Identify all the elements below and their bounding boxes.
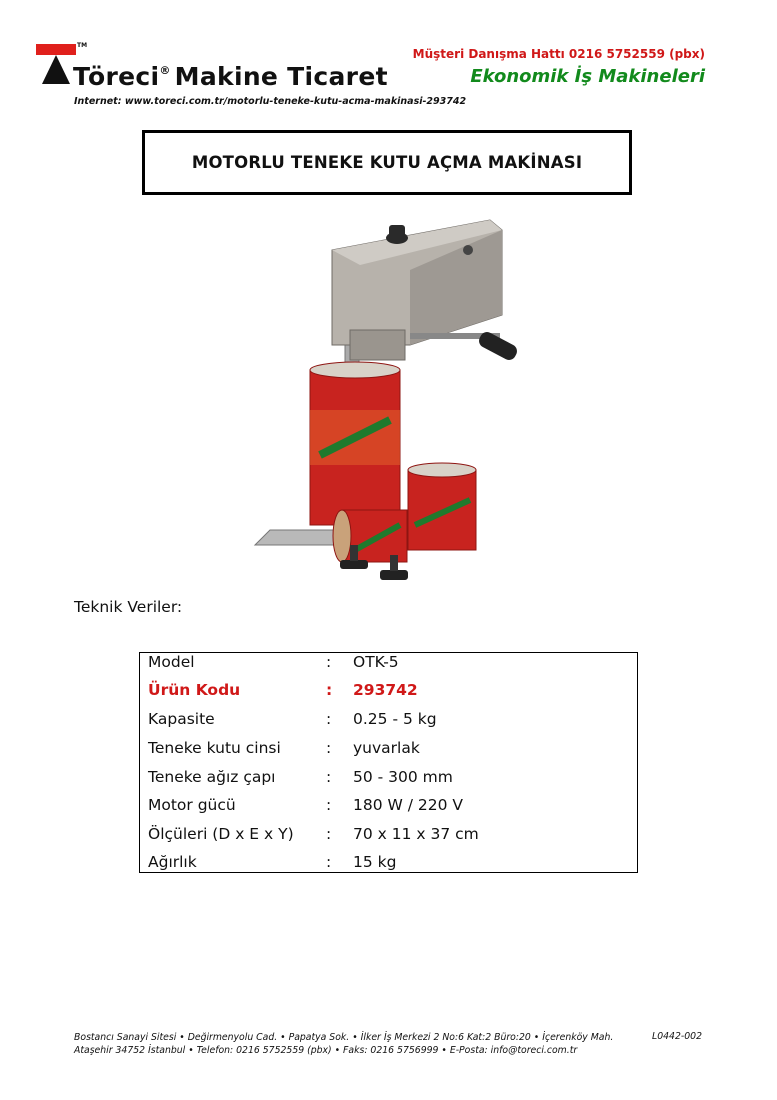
spec-value: 50 - 300 mm [353, 768, 453, 786]
spec-separator: : [326, 653, 332, 671]
spec-row-product-code [140, 681, 637, 710]
spec-row-dimensions [140, 825, 637, 854]
spec-separator: : [326, 681, 333, 699]
customer-hotline: Müşteri Danışma Hattı 0216 5752559 (pbx) [412, 47, 705, 61]
spec-row-can-type [140, 739, 637, 768]
spec-value: yuvarlak [353, 739, 420, 757]
spec-value: 70 x 11 x 37 cm [353, 825, 479, 843]
company-name-first: Töreci [73, 62, 160, 91]
footer-address [74, 1031, 613, 1057]
internet-url[interactable]: Internet: www.toreci.com.tr/motorlu-teneke-kutu-acma-makinasi-293742 [74, 96, 467, 107]
spec-label: Teneke kutu cinsi [148, 739, 281, 757]
footer-line-2: Ataşehir 34752 İstanbul • Telefon: 0216 5752559 (pbx) • Faks: 0216 5756999 • E-Posta: info@toreci.com.tr [74, 1045, 578, 1056]
spec-label: Motor gücü [148, 796, 236, 814]
spec-value: 0.25 - 5 kg [353, 710, 437, 728]
spec-separator: : [326, 710, 332, 728]
spec-value: 293742 [353, 681, 418, 699]
spec-value: 15 kg [353, 853, 397, 871]
spec-label: Ölçüleri (D x E x Y) [148, 825, 294, 843]
product-image [250, 205, 540, 590]
trademark-symbol: TM [77, 42, 88, 49]
spec-row-capacity [140, 710, 637, 739]
specs-heading: Teknik Veriler: [74, 598, 183, 616]
spec-label: Ürün Kodu [148, 681, 241, 699]
company-name [73, 62, 388, 91]
product-title-box [142, 130, 632, 195]
spec-row-model [140, 653, 637, 682]
spec-separator: : [326, 853, 332, 871]
spec-value: OTK-5 [353, 653, 399, 671]
spec-label: Ağırlık [148, 853, 197, 871]
spec-row-motor-power [140, 796, 637, 825]
spec-row-mouth-diameter [140, 768, 637, 797]
footer-line-1: Bostancı Sanayi Sitesi • Değirmenyolu Cad. • Papatya Sok. • İlker İş Merkezi 2 No:6 Kat:2 Büro:20 • İçerenköy Mah. [74, 1032, 614, 1043]
document-code: L0442-002 [652, 1031, 702, 1042]
registered-mark: ® [159, 64, 171, 77]
product-title: MOTORLU TENEKE KUTU AÇMA MAKİNASI [191, 153, 583, 172]
spec-label: Teneke ağız çapı [148, 768, 276, 786]
spec-separator: : [326, 825, 332, 843]
spec-table [139, 652, 638, 873]
spec-separator: : [326, 739, 332, 757]
toreci-logo [36, 44, 76, 84]
spec-label: Model [148, 653, 195, 671]
spec-row-weight [140, 853, 637, 882]
company-name-rest: Makine Ticaret [174, 62, 388, 91]
slogan: Ekonomik İş Makineleri [470, 66, 705, 87]
spec-separator: : [326, 768, 332, 786]
spec-label: Kapasite [148, 710, 215, 728]
spec-separator: : [326, 796, 332, 814]
spec-value: 180 W / 220 V [353, 796, 464, 814]
